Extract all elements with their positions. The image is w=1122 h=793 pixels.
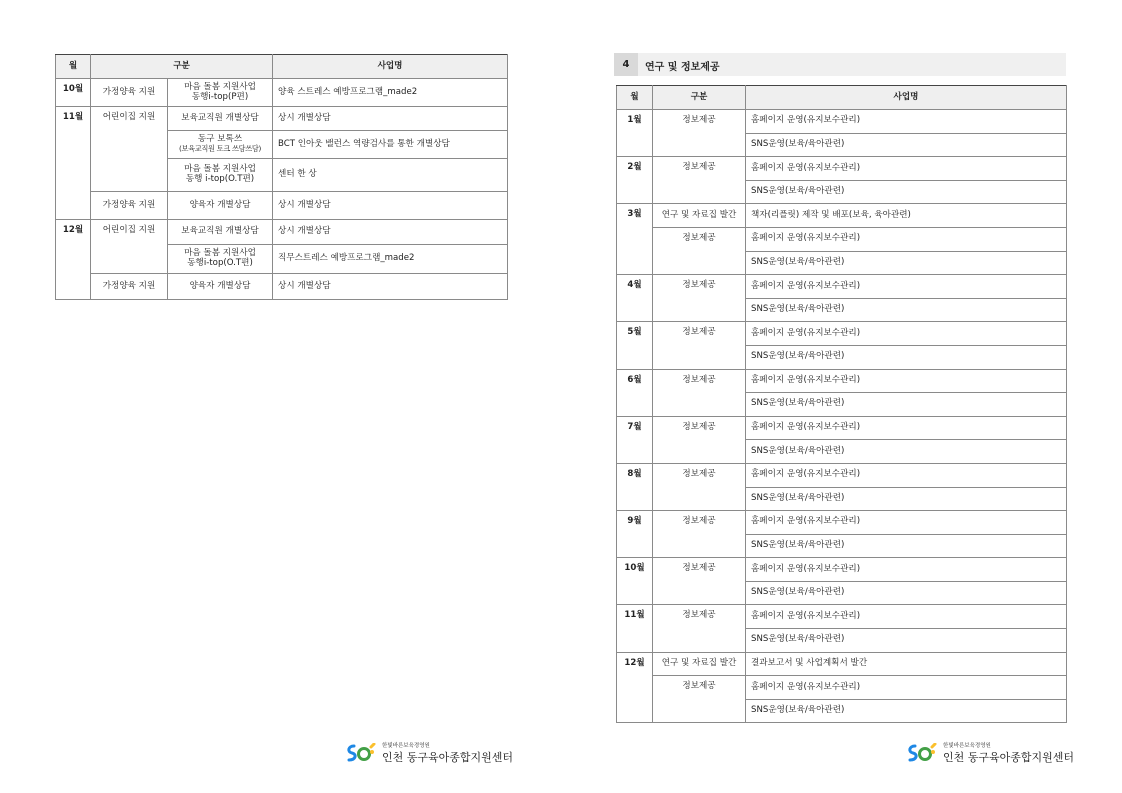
project-cell: SNS운영(보육/육아관련) <box>746 298 1067 322</box>
header-project: 사업명 <box>746 86 1067 110</box>
month-cell: 6월 <box>617 369 653 416</box>
subcategory-line: 마음 돌봄 지원사업 <box>184 248 256 259</box>
month-cell: 1월 <box>617 110 653 157</box>
table-row <box>617 322 1067 346</box>
category-cell: 가정양육 지원 <box>91 79 168 107</box>
category-cell: 정보제공 <box>653 416 746 463</box>
project-cell: SNS운영(보육/육아관련) <box>746 345 1067 369</box>
category-cell: 정보제공 <box>653 227 746 274</box>
section-title: 연구 및 정보제공 <box>645 62 720 73</box>
table-row <box>617 558 1067 582</box>
subcategory-line: 동행 i-top(O.T편) <box>185 174 255 184</box>
table-row <box>617 676 1067 700</box>
month-cell: 9월 <box>617 511 653 558</box>
subcategory-line: 마음 돌봄 지원사업 <box>184 164 256 175</box>
category-cell: 연구 및 자료집 발간 <box>653 652 746 676</box>
category-cell: 정보제공 <box>653 157 746 204</box>
project-cell: SNS운영(보육/육아관련) <box>746 534 1067 558</box>
footer-org-sub: 한빛바른보육경영원 <box>943 743 991 749</box>
project-cell: 홈페이지 운영(유지보수관리) <box>746 157 1067 181</box>
month-cell: 3월 <box>617 204 653 275</box>
category-cell: 정보제공 <box>653 463 746 510</box>
project-cell: 상시 개별상담 <box>273 192 508 220</box>
table-row <box>617 605 1067 629</box>
project-cell: 결과보고서 및 사업계획서 발간 <box>746 652 1067 676</box>
month-cell: 7월 <box>617 416 653 463</box>
table-row <box>617 110 1067 134</box>
month-cell: 12월 <box>617 652 653 723</box>
subcategory-line: (보육교직원 토크 쓰담쓰담) <box>178 144 262 154</box>
header-month: 월 <box>617 86 653 110</box>
section-number: 4 <box>614 53 638 76</box>
month-cell: 10월 <box>56 79 91 107</box>
project-cell: 홈페이지 운영(유지보수관리) <box>746 558 1067 582</box>
month-cell: 4월 <box>617 275 653 322</box>
category-cell: 정보제공 <box>653 558 746 605</box>
subcategory-cell <box>168 159 273 192</box>
category-cell: 정보제공 <box>653 275 746 322</box>
project-cell: 홈페이지 운영(유지보수관리) <box>746 322 1067 346</box>
footer-org-name: 인천 동구육아종합지원센터 <box>943 751 1075 764</box>
footer-logo-right <box>906 741 1076 767</box>
subcategory-cell: 보육교직원 개별상담 <box>168 220 273 245</box>
subcategory-cell: 보육교직원 개별상담 <box>168 107 273 131</box>
category-cell: 정보제공 <box>653 110 746 157</box>
subcategory-cell <box>168 131 273 159</box>
project-cell: SNS운영(보육/육아관련) <box>746 581 1067 605</box>
table-row <box>617 204 1067 228</box>
header-project: 사업명 <box>273 55 508 79</box>
footer-org-name: 인천 동구육아종합지원센터 <box>382 751 514 764</box>
table-row <box>617 157 1067 181</box>
month-cell: 2월 <box>617 157 653 204</box>
category-cell: 가정양육 지원 <box>91 274 168 300</box>
project-cell: 책자(리플릿) 제작 및 배포(보육, 육아관련) <box>746 204 1067 228</box>
category-cell: 어린이집 지원 <box>91 220 168 274</box>
header-category: 구분 <box>91 55 273 79</box>
category-cell: 정보제공 <box>653 511 746 558</box>
project-cell: 홈페이지 운영(유지보수관리) <box>746 511 1067 535</box>
footer-org-sub: 한빛바른보육경영원 <box>382 743 430 749</box>
category-cell: 가정양육 지원 <box>91 192 168 220</box>
subcategory-line: 동행i-top(P편) <box>191 91 249 102</box>
footer-logo-left <box>345 741 515 767</box>
project-cell: BCT 인아웃 밸런스 역량검사를 통한 개별상담 <box>273 131 508 159</box>
month-cell: 12월 <box>56 220 91 300</box>
project-cell: SNS운영(보육/육아관련) <box>746 251 1067 275</box>
table-row <box>617 652 1067 676</box>
table-row <box>617 511 1067 535</box>
table-row <box>617 369 1067 393</box>
project-cell: SNS운영(보육/육아관련) <box>746 629 1067 653</box>
subcategory-line: 마음 돌봄 지원사업 <box>184 81 256 92</box>
category-cell: 정보제공 <box>653 676 746 723</box>
project-cell: SNS운영(보육/육아관련) <box>746 440 1067 464</box>
month-cell: 11월 <box>56 107 91 220</box>
subcategory-cell: 양육자 개별상담 <box>168 274 273 300</box>
project-cell: 홈페이지 운영(유지보수관리) <box>746 275 1067 299</box>
consultation-table <box>55 54 508 300</box>
center-logo-icon <box>906 743 938 763</box>
project-cell: 상시 개별상담 <box>273 274 508 300</box>
month-cell: 11월 <box>617 605 653 652</box>
project-cell: 상시 개별상담 <box>273 220 508 245</box>
project-cell: 홈페이지 운영(유지보수관리) <box>746 227 1067 251</box>
category-cell: 어린이집 지원 <box>91 107 168 192</box>
project-cell: SNS운영(보육/육아관련) <box>746 180 1067 204</box>
month-cell: 10월 <box>617 558 653 605</box>
project-cell: 홈페이지 운영(유지보수관리) <box>746 416 1067 440</box>
information-table-body <box>617 110 1067 723</box>
project-cell: 홈페이지 운영(유지보수관리) <box>746 605 1067 629</box>
category-cell: 정보제공 <box>653 322 746 369</box>
header-month: 월 <box>56 55 91 79</box>
category-cell: 연구 및 자료집 발간 <box>653 204 746 228</box>
project-cell: SNS운영(보육/육아관련) <box>746 133 1067 157</box>
project-cell: SNS운영(보육/육아관련) <box>746 699 1067 723</box>
subcategory-cell <box>168 79 273 107</box>
center-logo-icon <box>345 743 377 763</box>
month-cell: 8월 <box>617 463 653 510</box>
subcategory-line: 동행i-top(O.T편) <box>187 258 253 268</box>
information-table <box>616 85 1067 723</box>
project-cell: 홈페이지 운영(유지보수관리) <box>746 110 1067 134</box>
header-category: 구분 <box>653 86 746 110</box>
project-cell: 홈페이지 운영(유지보수관리) <box>746 676 1067 700</box>
project-cell: 홈페이지 운영(유지보수관리) <box>746 369 1067 393</box>
subcategory-line: 동구 보톡쓰 <box>197 134 243 145</box>
project-cell: 센터 한 상 <box>273 159 508 192</box>
project-cell: 상시 개별상담 <box>273 107 508 131</box>
project-cell: 직무스트레스 예방프로그램_made2 <box>273 245 508 274</box>
table-row <box>617 463 1067 487</box>
project-cell: SNS운영(보육/육아관련) <box>746 393 1067 417</box>
table-row <box>617 227 1067 251</box>
month-cell: 5월 <box>617 322 653 369</box>
project-cell: 양육 스트레스 예방프로그램_made2 <box>273 79 508 107</box>
project-cell: 홈페이지 운영(유지보수관리) <box>746 463 1067 487</box>
category-cell: 정보제공 <box>653 605 746 652</box>
section-header <box>614 53 1066 76</box>
subcategory-cell: 양육자 개별상담 <box>168 192 273 220</box>
category-cell: 정보제공 <box>653 369 746 416</box>
project-cell: SNS운영(보육/육아관련) <box>746 487 1067 511</box>
subcategory-cell <box>168 245 273 274</box>
table-row <box>617 275 1067 299</box>
table-row <box>617 416 1067 440</box>
